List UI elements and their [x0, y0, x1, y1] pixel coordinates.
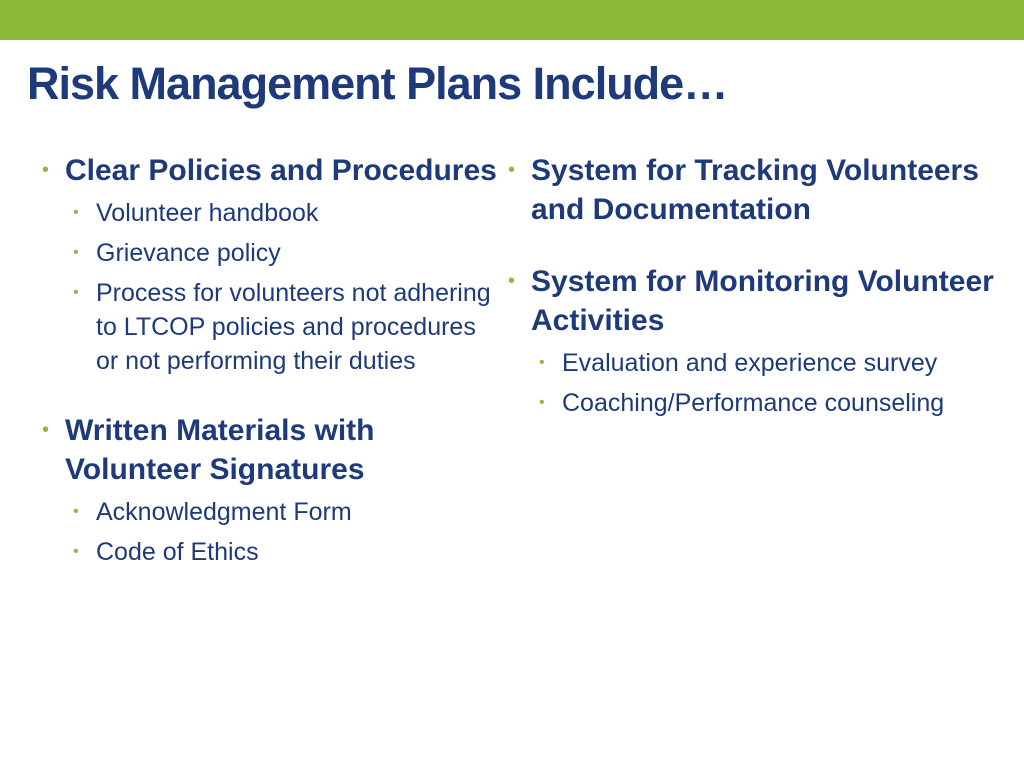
bullet-heading: [42, 151, 502, 190]
sub-bullet-text: Volunteer handbook: [96, 199, 319, 227]
bullet-heading: [508, 151, 1008, 229]
sub-bullet: [42, 236, 502, 270]
sub-bullet: [508, 386, 1008, 420]
sub-bullet-text: Acknowledgment Form: [96, 498, 352, 526]
sub-bullet: [42, 196, 502, 230]
bullet-dot-icon: •: [508, 270, 516, 292]
sub-bullet: [42, 535, 502, 569]
bullet-heading: [42, 411, 502, 489]
sub-bullet: [42, 276, 502, 378]
bullet-dot-icon: •: [73, 284, 79, 301]
sub-bullet: [508, 346, 1008, 380]
sub-bullet-text: Grievance policy: [96, 239, 281, 267]
sub-bullet-text: Coaching/Performance counseling: [562, 389, 945, 417]
sub-bullet: [42, 495, 502, 529]
bullet-dot-icon: •: [42, 159, 50, 181]
bullet-dot-icon: •: [73, 244, 79, 261]
top-accent-bar: [0, 0, 1024, 40]
slide-title: Risk Management Plans Include…: [27, 58, 728, 109]
bullet-heading: [508, 262, 1008, 340]
sub-bullet-text: Evaluation and experience survey: [562, 349, 938, 377]
bullet-heading-text: Written Materials with Volunteer Signatures: [65, 414, 375, 486]
bullet-dot-icon: •: [73, 543, 79, 560]
bullet-dot-icon: •: [42, 419, 50, 441]
right-column: [508, 151, 1008, 420]
bullet-dot-icon: •: [508, 159, 516, 181]
sub-bullet-text: Process for volunteers not adhering to LTCOP policies and procedures or not performing their duties: [96, 279, 491, 375]
sub-bullet-text: Code of Ethics: [96, 538, 259, 566]
bullet-dot-icon: •: [539, 394, 545, 411]
left-column: [42, 151, 502, 569]
bullet-heading-text: Clear Policies and Procedures: [65, 154, 497, 187]
bullet-dot-icon: •: [73, 204, 79, 221]
bullet-dot-icon: •: [539, 354, 545, 371]
bullet-dot-icon: •: [73, 503, 79, 520]
bullet-heading-text: System for Monitoring Volunteer Activities: [531, 265, 994, 337]
bullet-heading-text: System for Tracking Volunteers and Documentation: [531, 154, 979, 226]
